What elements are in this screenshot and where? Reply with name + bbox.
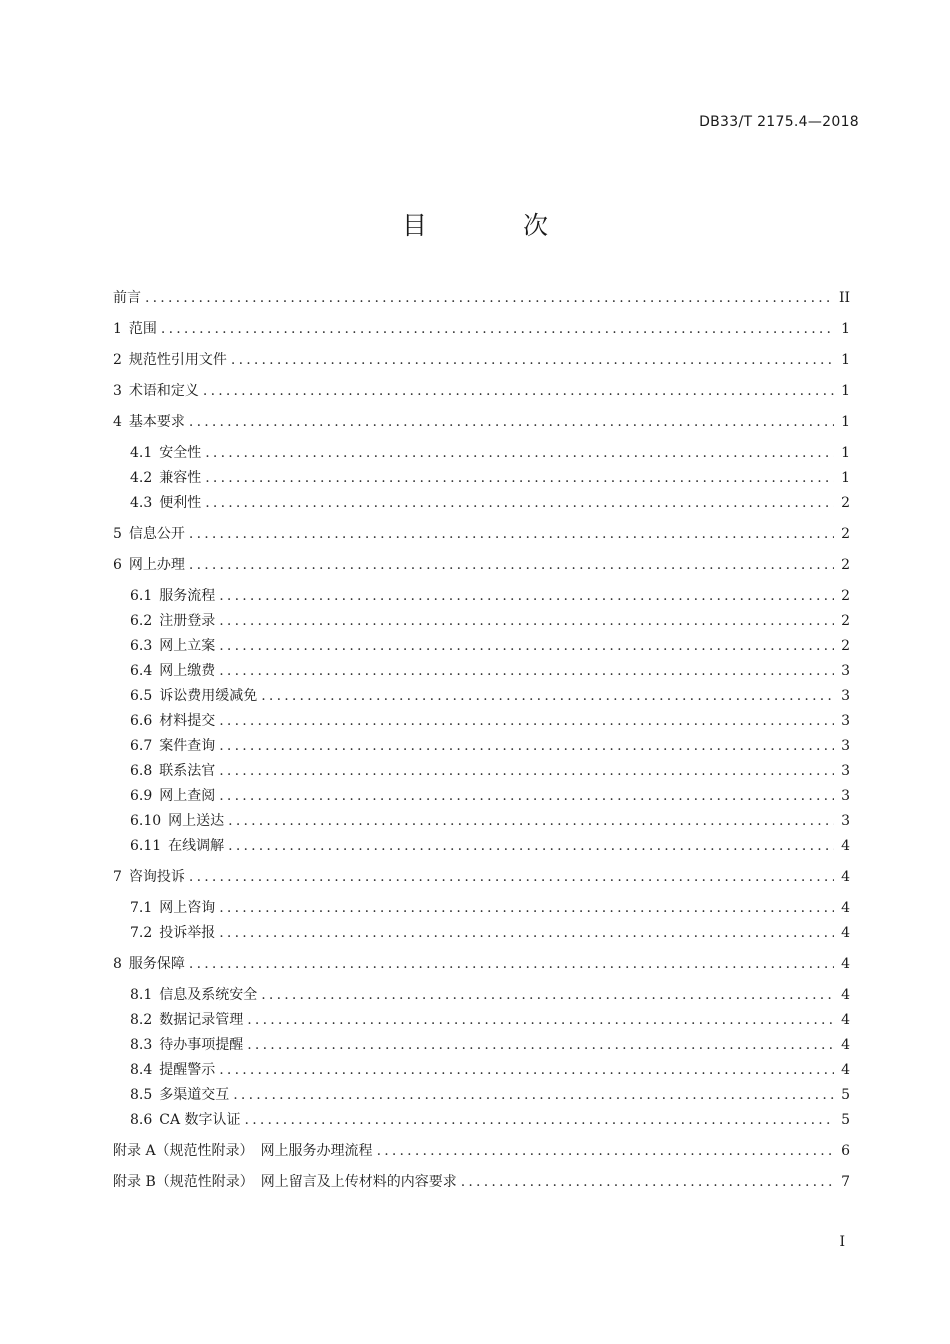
toc-entry-number: 3 [113, 383, 122, 399]
toc-entry-number: 5 [113, 526, 122, 542]
toc-entry-label [130, 684, 257, 709]
toc-entry-text: CA 数字认证 [159, 1112, 241, 1128]
toc-entry-page: 2 [841, 613, 850, 629]
toc-entry-label [130, 1058, 215, 1083]
toc-entry-label [130, 834, 224, 859]
toc-entry-label [113, 1170, 457, 1195]
toc-entry-number: 2 [113, 352, 122, 368]
toc-entry-label [130, 1033, 243, 1058]
toc-entry-text: 兼容性 [159, 470, 202, 486]
toc-entry-page: 4 [841, 987, 850, 1003]
toc-entry[interactable] [113, 441, 850, 466]
toc-entry-label [113, 317, 157, 342]
table-of-contents [113, 286, 850, 1195]
toc-entry-page: 4 [841, 1062, 850, 1078]
toc-entry[interactable] [113, 709, 850, 734]
toc-entry-text: 联系法官 [159, 763, 216, 779]
toc-entry[interactable] [113, 865, 850, 890]
toc-entry[interactable] [113, 684, 850, 709]
toc-entry-number: 8.1 [130, 987, 153, 1003]
toc-entry-text: 材料提交 [159, 713, 216, 729]
toc-entry[interactable] [113, 466, 850, 491]
toc-entry[interactable] [113, 584, 850, 609]
toc-leader-dots [377, 1139, 834, 1164]
toc-entry-label [113, 348, 227, 373]
toc-entry-text: 提醒警示 [159, 1062, 216, 1078]
toc-entry[interactable] [113, 410, 850, 435]
toc-leader-dots [461, 1170, 834, 1195]
toc-entry-label [113, 286, 141, 311]
toc-entry-number: 6.8 [130, 763, 153, 779]
toc-entry-label [130, 609, 215, 634]
toc-entry-label [130, 809, 224, 834]
toc-entry-page: 6 [841, 1143, 850, 1159]
toc-entry-text: 网上送达 [168, 813, 225, 829]
toc-entry-label [130, 1083, 229, 1108]
toc-entry-text: 网上查阅 [159, 788, 216, 804]
toc-entry-label [130, 896, 215, 921]
toc-entry[interactable] [113, 784, 850, 809]
toc-entry-label [113, 410, 185, 435]
toc-entry-number: 附录 B（规范性附录） [113, 1174, 254, 1190]
toc-entry-page: 7 [841, 1174, 850, 1190]
toc-entry[interactable] [113, 921, 850, 946]
toc-entry[interactable] [113, 553, 850, 578]
toc-entry[interactable] [113, 522, 850, 547]
toc-entry[interactable] [113, 609, 850, 634]
toc-entry[interactable] [113, 491, 850, 516]
toc-entry-page: 4 [841, 900, 850, 916]
toc-entry-label [130, 734, 215, 759]
toc-leader-dots [189, 865, 834, 890]
toc-entry-number: 4.3 [130, 495, 153, 511]
toc-entry-text: 网上缴费 [159, 663, 216, 679]
toc-entry-number: 8.4 [130, 1062, 153, 1078]
toc-entry-number: 6.2 [130, 613, 153, 629]
toc-entry-number: 6.3 [130, 638, 153, 654]
toc-entry-page: 3 [841, 663, 850, 679]
toc-entry[interactable] [113, 317, 850, 342]
toc-entry-page: 4 [841, 925, 850, 941]
toc-entry-number: 6.1 [130, 588, 153, 604]
toc-entry-number: 附录 A（规范性附录） [113, 1143, 254, 1159]
toc-entry[interactable] [113, 834, 850, 859]
toc-entry-page: 2 [841, 557, 850, 573]
toc-entry-page: 2 [841, 495, 850, 511]
toc-leader-dots [219, 759, 834, 784]
toc-entry-number: 1 [113, 321, 122, 337]
toc-entry-text: 服务流程 [159, 588, 216, 604]
toc-leader-dots [261, 684, 834, 709]
toc-entry-label [113, 553, 185, 578]
toc-entry-number: 7.2 [130, 925, 153, 941]
toc-entry-number: 4.1 [130, 445, 153, 461]
toc-entry-text: 基本要求 [128, 414, 185, 430]
toc-entry[interactable] [113, 734, 850, 759]
toc-entry-text: 网上立案 [159, 638, 216, 654]
toc-entry-text: 在线调解 [168, 838, 225, 854]
toc-entry-page: 5 [841, 1087, 850, 1103]
toc-entry-page: 1 [841, 352, 850, 368]
toc-entry-label [130, 759, 215, 784]
toc-entry-text: 术语和定义 [128, 383, 199, 399]
toc-entry[interactable] [113, 659, 850, 684]
toc-leader-dots [205, 441, 834, 466]
page-number: I [839, 1234, 845, 1250]
page-title: 目 次 [402, 211, 592, 240]
toc-entry-text: 数据记录管理 [159, 1012, 244, 1028]
toc-entry-text: 咨询投诉 [128, 869, 185, 885]
standard-code: DB33/T 2175.4—2018 [699, 114, 859, 130]
toc-entry-text: 服务保障 [128, 956, 185, 972]
toc-entry-text: 信息及系统安全 [159, 987, 258, 1003]
toc-leader-dots [219, 734, 834, 759]
toc-entry-text: 便利性 [159, 495, 202, 511]
toc-entry-number: 8.5 [130, 1087, 153, 1103]
toc-entry-label [113, 952, 185, 977]
toc-entry-page: II [838, 290, 850, 306]
toc-entry[interactable] [113, 952, 850, 977]
toc-entry[interactable] [113, 983, 850, 1008]
toc-entry-label [113, 379, 199, 404]
toc-leader-dots [205, 466, 834, 491]
toc-entry-page: 4 [841, 869, 850, 885]
toc-entry-number: 7.1 [130, 900, 153, 916]
toc-entry[interactable] [113, 896, 850, 921]
toc-entry[interactable] [113, 634, 850, 659]
toc-entry-text: 网上留言及上传材料的内容要求 [260, 1174, 457, 1190]
toc-leader-dots [145, 286, 833, 311]
toc-entry-text: 诉讼费用缓减免 [159, 688, 258, 704]
toc-entry-page: 3 [841, 738, 850, 754]
toc-leader-dots [205, 491, 834, 516]
toc-leader-dots [233, 1083, 834, 1108]
toc-leader-dots [189, 522, 834, 547]
toc-entry-label [130, 709, 215, 734]
toc-entry[interactable] [113, 1033, 850, 1058]
toc-entry-label [130, 466, 201, 491]
toc-entry-number: 8.6 [130, 1112, 153, 1128]
toc-entry-page: 2 [841, 526, 850, 542]
toc-leader-dots [247, 1033, 834, 1058]
toc-entry-text: 前言 [113, 290, 141, 306]
toc-entry[interactable] [113, 1108, 850, 1133]
toc-leader-dots [219, 784, 834, 809]
toc-entry-page: 3 [841, 813, 850, 829]
toc-leader-dots [219, 896, 834, 921]
toc-entry-page: 1 [841, 445, 850, 461]
toc-entry-text: 网上服务办理流程 [260, 1143, 373, 1159]
toc-leader-dots [228, 834, 834, 859]
toc-leader-dots [247, 1008, 834, 1033]
toc-entry-label [130, 1008, 243, 1033]
toc-entry-label [130, 983, 257, 1008]
toc-entry-label [130, 441, 201, 466]
toc-entry[interactable] [113, 1139, 850, 1164]
toc-entry-text: 待办事项提醒 [159, 1037, 244, 1053]
toc-entry-text: 注册登录 [159, 613, 216, 629]
toc-leader-dots [219, 1058, 834, 1083]
toc-entry-page: 3 [841, 713, 850, 729]
toc-entry-label [113, 522, 185, 547]
toc-entry[interactable] [113, 1058, 850, 1083]
toc-entry-page: 4 [841, 1012, 850, 1028]
toc-leader-dots [219, 634, 834, 659]
toc-entry-number: 4.2 [130, 470, 153, 486]
toc-entry-text: 投诉举报 [159, 925, 216, 941]
toc-entry-number: 8.2 [130, 1012, 153, 1028]
toc-leader-dots [219, 709, 834, 734]
toc-entry[interactable] [113, 1083, 850, 1108]
toc-leader-dots [189, 553, 834, 578]
toc-leader-dots [228, 809, 834, 834]
toc-entry[interactable] [113, 286, 850, 311]
toc-entry-page: 1 [841, 414, 850, 430]
toc-entry-page: 4 [841, 956, 850, 972]
toc-entry-page: 1 [841, 321, 850, 337]
toc-entry-page: 4 [841, 838, 850, 854]
toc-entry[interactable] [113, 379, 850, 404]
toc-entry-label [113, 865, 185, 890]
toc-entry-number: 6.7 [130, 738, 153, 754]
toc-entry-number: 8.3 [130, 1037, 153, 1053]
toc-entry[interactable] [113, 809, 850, 834]
toc-entry-label [130, 784, 215, 809]
toc-entry-page: 1 [841, 383, 850, 399]
toc-entry-page: 4 [841, 1037, 850, 1053]
toc-entry-text: 多渠道交互 [159, 1087, 230, 1103]
toc-entry-text: 案件查询 [159, 738, 216, 754]
toc-entry-page: 1 [841, 470, 850, 486]
toc-leader-dots [219, 659, 834, 684]
toc-leader-dots [189, 952, 834, 977]
toc-leader-dots [219, 921, 834, 946]
toc-entry-label [130, 921, 215, 946]
toc-entry-number: 8 [113, 956, 122, 972]
toc-leader-dots [219, 584, 834, 609]
toc-entry-text: 网上咨询 [159, 900, 216, 916]
toc-entry-number: 7 [113, 869, 122, 885]
toc-entry-number: 6.6 [130, 713, 153, 729]
toc-entry[interactable] [113, 1008, 850, 1033]
toc-entry[interactable] [113, 759, 850, 784]
toc-leader-dots [189, 410, 834, 435]
toc-entry-label [130, 634, 215, 659]
toc-leader-dots [245, 1108, 834, 1133]
toc-entry-number: 4 [113, 414, 122, 430]
toc-entry-text: 安全性 [159, 445, 202, 461]
toc-leader-dots [161, 317, 834, 342]
toc-leader-dots [203, 379, 834, 404]
toc-entry-number: 6.11 [130, 838, 162, 854]
toc-entry-text: 信息公开 [128, 526, 185, 542]
toc-entry-label [113, 1139, 373, 1164]
toc-entry-page: 3 [841, 688, 850, 704]
toc-entry-number: 6.10 [130, 813, 162, 829]
toc-entry-page: 3 [841, 788, 850, 804]
toc-entry-number: 6 [113, 557, 122, 573]
toc-leader-dots [261, 983, 834, 1008]
toc-entry[interactable] [113, 1170, 850, 1195]
toc-leader-dots [219, 609, 834, 634]
toc-entry-text: 规范性引用文件 [128, 352, 227, 368]
toc-entry-page: 2 [841, 588, 850, 604]
toc-entry-page: 3 [841, 763, 850, 779]
toc-entry-label [130, 584, 215, 609]
toc-entry-number: 6.4 [130, 663, 153, 679]
toc-entry-text: 网上办理 [128, 557, 185, 573]
toc-entry-number: 6.5 [130, 688, 153, 704]
toc-entry-label [130, 491, 201, 516]
toc-entry-number: 6.9 [130, 788, 153, 804]
toc-leader-dots [231, 348, 834, 373]
toc-entry-page: 5 [841, 1112, 850, 1128]
toc-entry-page: 2 [841, 638, 850, 654]
toc-entry-text: 范围 [128, 321, 157, 337]
toc-entry-label [130, 1108, 241, 1133]
toc-entry-label [130, 659, 215, 684]
toc-entry[interactable] [113, 348, 850, 373]
